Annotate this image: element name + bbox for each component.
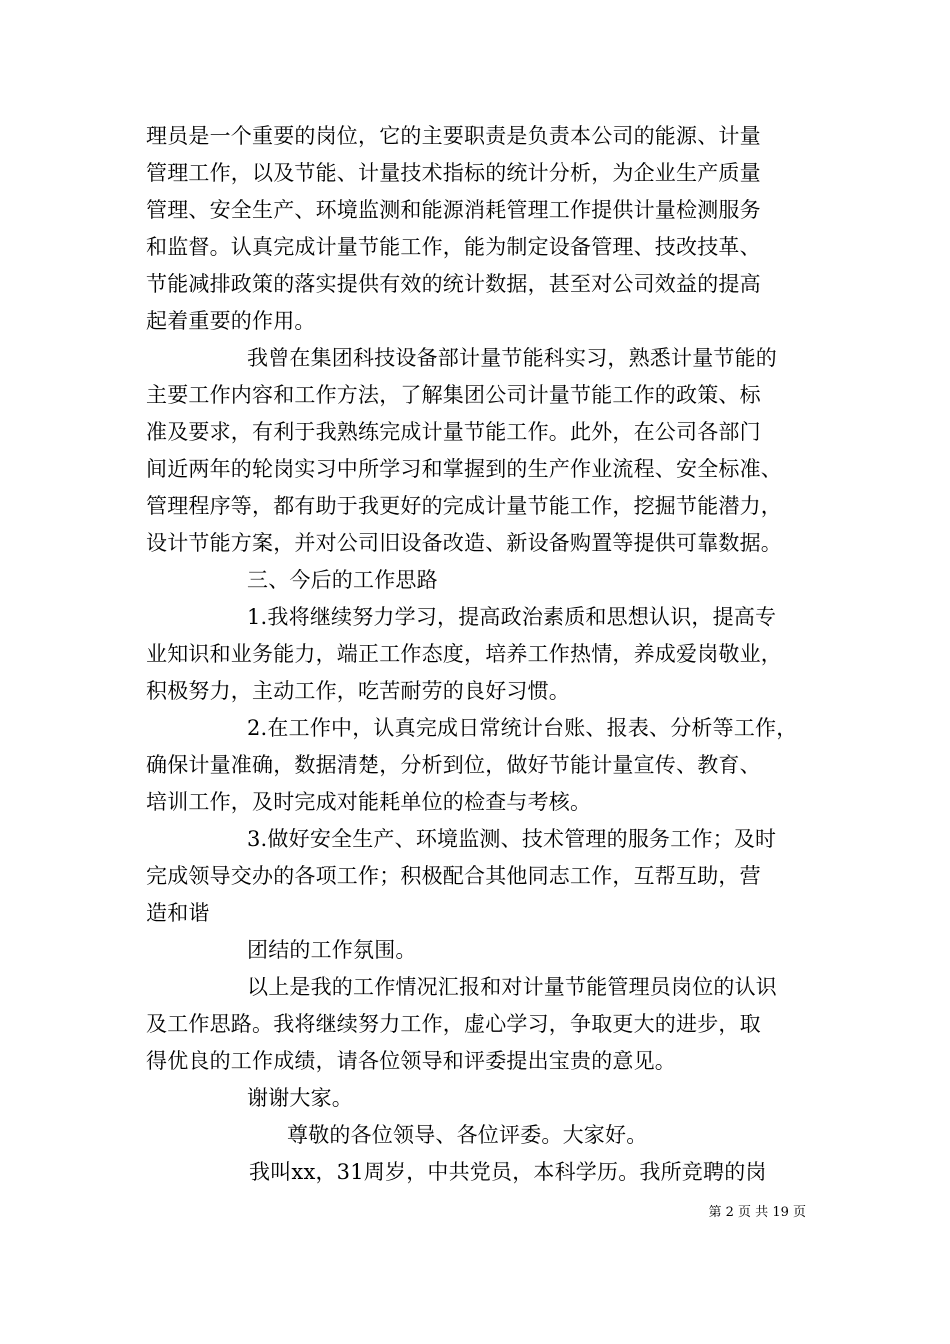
body-line-14: 1.我将继续努力学习，提高政治素质和思想认识，提高专	[247, 605, 777, 629]
body-line-29: 我叫xx，31周岁，中共党员，本科学历。我所竞聘的岗	[249, 1160, 767, 1184]
body-line-5: 节能减排政策的落实提供有效的统计数据，甚至对公司效益的提高	[146, 272, 761, 296]
body-line-15: 业知识和业务能力，端正工作态度，培养工作热情，养成爱岗敬业，	[146, 642, 782, 666]
body-line-3: 管理、安全生产、环境监测和能源消耗管理工作提供计量检测服务	[146, 198, 761, 222]
page-number-footer: 第 2 页 共 19 页	[708, 1205, 806, 1220]
body-line-6: 起着重要的作用。	[146, 309, 316, 333]
body-line-19: 培训工作，及时完成对能耗单位的检查与考核。	[146, 790, 592, 814]
body-line-21: 完成领导交办的各项工作；积极配合其他同志工作，互帮互助，营	[146, 864, 761, 888]
body-line-1: 理员是一个重要的岗位，它的主要职责是负责本公司的能源、计量	[146, 124, 761, 148]
body-line-4: 和监督。认真完成计量节能工作，能为制定设备管理、技改技革、	[146, 235, 761, 259]
section-heading: 三、今后的工作思路	[247, 568, 438, 592]
body-line-11: 管理程序等，都有助于我更好的完成计量节能工作，挖掘节能潜力，	[146, 494, 782, 518]
body-line-27: 谢谢大家。	[247, 1086, 353, 1110]
body-line-20: 3.做好安全生产、环境监测、技术管理的服务工作；及时	[247, 827, 777, 851]
body-line-24: 以上是我的工作情况汇报和对计量节能管理员岗位的认识	[247, 975, 777, 999]
body-line-9: 准及要求，有利于我熟练完成计量节能工作。此外，在公司各部门	[146, 420, 761, 444]
body-line-23: 团结的工作氛围。	[247, 938, 417, 962]
body-line-2: 管理工作，以及节能、计量技术指标的统计分析，为企业生产质量	[146, 161, 761, 185]
body-line-25: 及工作思路。我将继续努力工作，虚心学习，争取更大的进步，取	[146, 1012, 761, 1036]
body-line-26: 得优良的工作成绩，请各位领导和评委提出宝贵的意见。	[146, 1049, 676, 1073]
body-line-18: 确保计量准确，数据清楚，分析到位，做好节能计量宣传、教育、	[146, 753, 761, 777]
body-line-12: 设计节能方案，并对公司旧设备改造、新设备购置等提供可靠数据。	[146, 531, 782, 555]
body-line-17: 2.在工作中，认真完成日常统计台账、报表、分析等工作，	[247, 716, 798, 740]
body-line-7: 我曾在集团科技设备部计量节能科实习，熟悉计量节能的	[247, 346, 777, 370]
body-line-8: 主要工作内容和工作方法，了解集团公司计量节能工作的政策、标	[146, 383, 761, 407]
body-line-28: 尊敬的各位领导、各位评委。大家好。	[287, 1123, 648, 1147]
body-line-16: 积极努力，主动工作，吃苦耐劳的良好习惯。	[146, 679, 570, 703]
body-line-10: 间近两年的轮岗实习中所学习和掌握到的生产作业流程、安全标准、	[146, 457, 782, 481]
body-line-22: 造和谐	[146, 901, 210, 925]
